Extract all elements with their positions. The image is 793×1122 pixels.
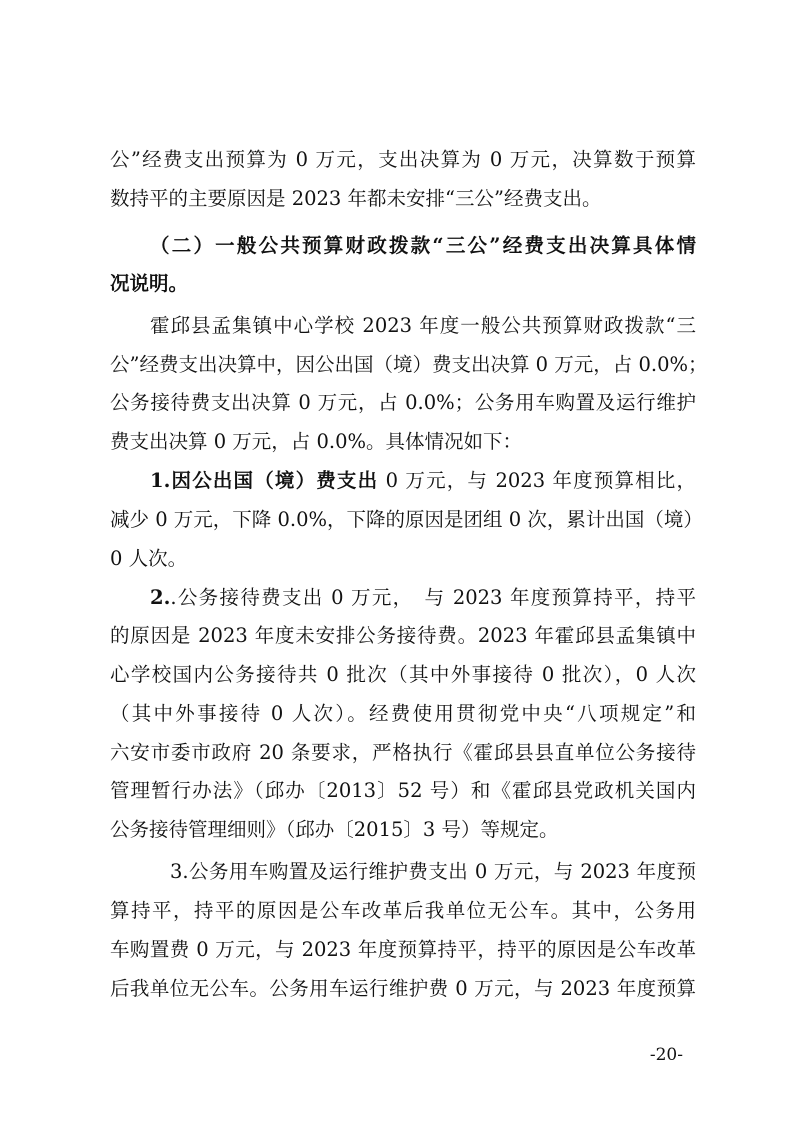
text-line <box>150 584 696 612</box>
bold-lead: 1.因公出国（境）费支出 <box>150 469 379 492</box>
text-line: 0 人次。 <box>110 547 188 570</box>
page-number: -20- <box>649 1045 683 1065</box>
text-line: 心学校国内公务接待共 0 批次（其中外事接待 0 批次），0 人次 <box>110 663 696 686</box>
text-line: 费支出决算 0 万元，占 0.0%。具体情况如下： <box>110 430 523 453</box>
text-line: 的原因是 2023 年度未安排公务接待费。2023 年霍邱县孟集镇中 <box>110 624 696 647</box>
text-line <box>150 467 696 495</box>
text-line: 数持平的主要原因是 2023 年都未安排“三公”经费支出。 <box>110 187 602 210</box>
text-line: 公务接待费支出决算 0 万元，占 0.0%；公务用车购置及运行维护 <box>110 391 696 414</box>
text-line: 减少 0 万元，下降 0.0%，下降的原因是团组 0 次，累计出国（境） <box>110 508 703 531</box>
bold-lead: 2. <box>150 586 171 609</box>
text-line: 霍邱县孟集镇中心学校 2023 年度一般公共预算财政拨款“三 <box>150 314 696 337</box>
text-line: 算持平，持平的原因是公车改革后我单位无公车。其中，公务用 <box>110 899 696 922</box>
text-line: 况说明。 <box>110 272 189 295</box>
text-line: 公务接待管理细则》（邱办〔2015〕3 号）等规定。 <box>110 818 559 841</box>
text-line: 公”经费支出预算为 0 万元，支出决算为 0 万元，决算数于预算 <box>110 148 696 171</box>
text-line: 3.公务用车购置及运行维护费支出 0 万元，与 2023 年度预 <box>170 860 696 883</box>
text-line: （二）一般公共预算财政拨款“三公”经费支出决算具体情 <box>150 234 696 257</box>
line-text: 0 万元，与 2023 年度预算相比， <box>378 469 697 492</box>
text-line: （其中外事接待 0 人次）。经费使用贯彻党中央“八项规定”和 <box>110 702 696 725</box>
text-line: 公”经费支出决算中，因公出国（境）费支出决算 0 万元，占 0.0%； <box>110 353 708 376</box>
text-line: 车购置费 0 万元，与 2023 年度预算持平，持平的原因是公车改革 <box>110 938 696 961</box>
text-line: 六安市委市政府 20 条要求，严格执行《霍邱县县直单位公务接待 <box>110 741 696 764</box>
text-line: 管理暂行办法》（邱办〔2013〕52 号）和《霍邱县党政机关国内 <box>110 779 696 802</box>
text-line: 后我单位无公车。公务用车运行维护费 0 万元，与 2023 年度预算 <box>110 977 696 1000</box>
line-text: .公务接待费支出 0 万元， 与 2023 年度预算持平，持平 <box>170 586 696 609</box>
